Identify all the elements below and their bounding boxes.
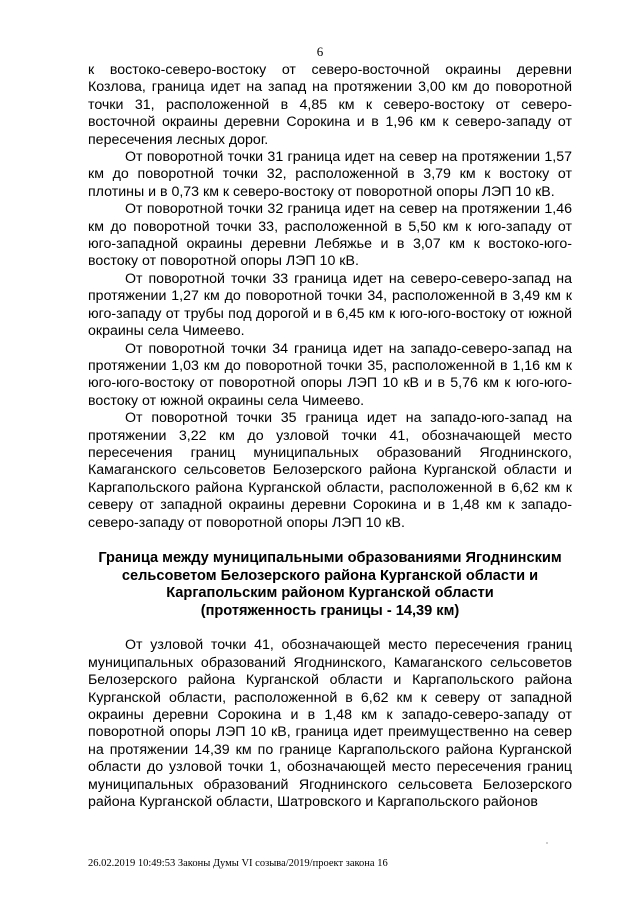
paragraph-point-31: От поворотной точки 31 граница идет на север на протяжении 1,57 км до поворотной точки 32, расположенной в 3,79 км к востоку от плотины и в 0,73 км к северо-востоку от поворотной опоры ЛЭП 10 кВ.	[88, 149, 572, 200]
scan-speck	[546, 842, 548, 844]
document-footer: 26.02.2019 10:49:53 Законы Думы VI созыва/2019/проект закона 16	[88, 858, 388, 869]
paragraph-point-33: От поворотной точки 33 граница идет на северо-северо-запад на протяжении 1,27 км до поворотной точки 34, расположенной в 3,49 км к юго-западу от трубы под дорогой и в 6,45 км к юго-юго-востоку от южной окраины села Чимеево.	[88, 270, 572, 340]
paragraph-point-34: От поворотной точки 34 граница идет на западо-северо-запад на протяжении 1,03 км до поворотной точки 35, расположенной в 1,16 км к юго-юго-востоку от поворотной опоры ЛЭП 10 кВ и в 5,76 км к юго-юго-востоку от южной окраины села Чимеево.	[88, 340, 572, 409]
paragraph-point-32: От поворотной точки 32 граница идет на север на протяжении 1,46 км до поворотной точки 33, расположенной в 5,50 км к юго-западу от юго-западной окраины деревни Лебяжье и в 3,07 км к востоко-юго-востоку от поворотной опоры ЛЭП 10 кВ.	[88, 201, 572, 270]
section-heading	[88, 550, 572, 620]
heading-line: Граница между муниципальными образованиями Ягоднинским	[98, 549, 562, 566]
heading-line: (протяженность границы - 14,39 км)	[200, 602, 460, 619]
paragraph-point-35: От поворотной точки 35 граница идет на западо-юго-запад на протяжении 3,22 км до узловой точки 41, обозначающей место пересечения границ муниципальных образований Ягоднинского, Камаганского сельсоветов Белозерского района Курганской области и Каргапольского района Курганской области, расположенной в 6,62 км к северу от западной окраины деревни Сорокина и в 1,48 км к западо-северо-западу от поворотной опоры ЛЭП 10 кВ.	[88, 410, 572, 531]
paragraph-continuation: к востоко-северо-востоку от северо-восточной окраины деревни Козлова, граница идет на запад на протяжении 3,00 км до поворотной точки 31, расположенной в 4,85 км к северо-востоку от северо-восточной окраины деревни Сорокина и в 1,96 км к северо-западу от пересечения лесных дорог.	[88, 62, 572, 148]
page-number: 6	[316, 44, 324, 59]
heading-line: Каргапольским районом Курганской области	[166, 585, 494, 602]
document-body	[88, 62, 572, 811]
heading-line: сельсоветом Белозерского района Курганской области и	[121, 567, 539, 584]
paragraph-section-boundary: От узловой точки 41, обозначающей место пересечения границ муниципальных образований Ягоднинского, Камаганского сельсоветов Белозерского района Курганской области и Каргапольского района Курганской области, расположенной в 6,62 км к северу от западной окраины деревни Сорокина и в 1,48 км к западо-северо-западу от поворотной опоры ЛЭП 10 кВ, граница идет преимущественно на север на протяжении 14,39 км по границе Каргапольского района Курганской области до узловой точки 1, обозначающей место пересечения границ муниципальных образований Ягоднинского сельсовета Белозерского района Курганской области, Шатровского и Каргапольского районов	[88, 637, 572, 810]
